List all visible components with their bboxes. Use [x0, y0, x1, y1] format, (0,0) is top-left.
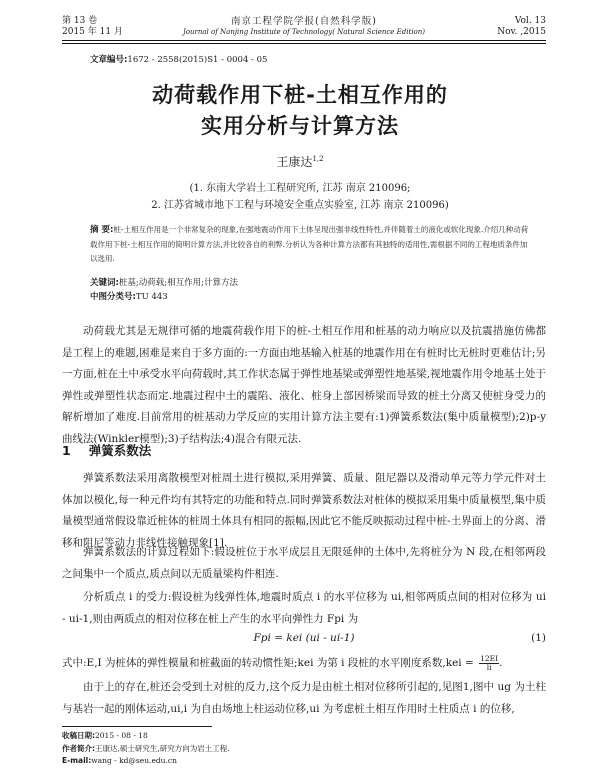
received-value: 2015 - 08 - 18 — [95, 731, 148, 740]
section-number: 1 — [62, 443, 71, 458]
volume-info-en — [497, 16, 546, 38]
abstract — [90, 223, 530, 267]
footnote-rule — [62, 726, 212, 727]
bio-value: 王康达,硕士研究生,研究方向为岩土工程. — [95, 743, 230, 753]
volume-number-en: Vol. 13 — [514, 16, 546, 26]
equation-1-explanation — [62, 653, 546, 675]
classification — [90, 291, 530, 305]
author-name: 王康达 — [276, 155, 313, 169]
classification-label: 中图分类号: — [90, 292, 136, 302]
fraction-numerator: 12EI — [480, 653, 499, 663]
classification-value: TU 443 — [135, 292, 168, 302]
fraction-denominator: li — [486, 662, 492, 672]
email-value: wang - kd@seu.edu.cn — [91, 756, 177, 765]
article-id — [90, 53, 267, 65]
volume-number: 第 13 卷 — [62, 16, 98, 26]
received-date — [62, 730, 546, 743]
page-header — [62, 16, 546, 38]
keywords — [90, 277, 530, 291]
section-heading-1 — [62, 441, 151, 459]
intro-paragraph: 动荷载尤其是无规律可循的地震荷载作用下的桩-土相互作用和桩基的动力响应以及抗震措施仿佛都是工程上的难题,困难是来自于多方面的:一方面由地基输入桩基的地震作用在有桩时比无桩时更难估计;另一方面,桩在土中承受水平向荷载时,其工作状态属于弹性地基梁或弹塑性地基梁,视地震作用令地基土处于弹性或弹塑性状态而定.地震过程中土的震陷、液化、桩身上部因桥梁而导致的桩土分离又使桩身受力的解析增加了难度.目前常用的桩基动力学反应的实用计算方法主要有:1)弹簧系数法(集中质量模型);2)p-y曲线法(Winkler模型);3)子结构法;4)混合有限元法. — [62, 325, 546, 445]
body-paragraph-4: 分析质点 i 的受力:假设桩为线弹性体,地震时质点 i 的水平位移为 ui,相邻两质点间的相对位移为 ui - ui-1,则由两质点的相对位移在桩上产生的水平向弹性力 Fpi 为 — [62, 591, 546, 625]
issue-date-en: Nov. ,2015 — [497, 27, 546, 37]
keywords-value: 桩基;动荷载;相互作用;计算方法 — [118, 278, 238, 288]
header-rule-bottom — [62, 43, 546, 44]
journal-name-cn: 南京工程学院学报(自然科学版) — [231, 16, 377, 27]
equation-1 — [62, 632, 546, 650]
author-email — [62, 755, 546, 768]
article-id-label: 文章编号: — [90, 55, 128, 65]
explanation-text: 式中:E,I 为桩体的弹性模量和桩截面的转动惯性矩;kei 为第 i 段桩的水平刚度系数,kei = — [62, 657, 474, 669]
received-label: 收稿日期: — [62, 731, 95, 740]
footnote — [62, 730, 546, 768]
article-id-value: 1672 - 2558(2015)S1 - 0004 - 05 — [127, 55, 268, 65]
paper-title-line2: 实用分析与计算方法 — [201, 114, 399, 138]
section-title: 弹簧系数法 — [88, 443, 152, 458]
affiliation-1: (1. 东南大学岩土工程研究所, 江苏 南京 210096; — [189, 183, 411, 194]
journal-name — [62, 16, 546, 38]
equation-1-expression: Fpi = kei (ui - ui-1) — [253, 632, 355, 644]
author-affil-marker: 1,2 — [312, 155, 324, 163]
bio-label: 作者简介: — [62, 743, 95, 753]
author-bio — [62, 743, 546, 756]
paper-title-line1: 动荷载作用下桩-土相互作用的 — [152, 83, 448, 107]
body-paragraph-3: 弹簧系数法的计算过程如下:假设桩位于水平成层且无限延伸的土体中,先将桩分为 N 段,在相邻两段之间集中一个质点,质点间以无质量梁构件相连. — [62, 546, 546, 580]
keywords-label: 关键词: — [90, 278, 119, 288]
explanation-end: . — [499, 657, 503, 669]
equation-1-number: (1) — [531, 632, 546, 644]
header-rule-top — [62, 40, 546, 41]
abstract-text: 桩-土相互作用是一个非常复杂的现象,在强地震动作用下土体呈现出强非线性特性,并伴随着土的液化或软化现象.介绍几种动荷载作用下桩-土相互作用的简明计算方法,并比较各自的利弊.分析认为各种计算方法都有其独特的适用性,需根据不同的工程地质条件加以选用. — [90, 225, 529, 263]
journal-name-en: Journal of Nanjing Institute of Technology( Natural Science Edition) — [182, 28, 426, 36]
stiffness-fraction — [479, 655, 499, 672]
email-label: E-mail: — [62, 756, 92, 765]
abstract-label: 摘 要: — [90, 225, 114, 235]
author — [0, 153, 600, 170]
body-paragraph-2: 弹簧系数法采用离散模型对桩周土进行模拟,采用弹簧、质量、阻尼器以及滑动单元等力学元件对土体加以模化,每一种元件均有其特定的功能和特点.同时弹簧系数法对桩体的模拟采用集中质量模型,集中质量模型通常假设靠近桩体的桩周土体具有相同的振幅,因此它不能反映振动过程中桩-土界面上的分离、滑移和阻尼等动力非线性接触现象[1]. — [62, 472, 546, 549]
affiliation-2: 2. 江苏省城市地下工程与环境安全重点实验室, 江苏 南京 210096) — [151, 200, 449, 211]
body-paragraph-6: 由于上的存在,桩还会受到土对桩的反力,这个反力是由桩土相对位移所引起的,见图1,图中 ug 为土柱与基岩一起的刚体运动,ui,i 为自由场地上柱运动位移,ui 为考虑桩土相互作用时土柱质点 i 的位移, — [62, 681, 546, 715]
issue-date: 2015 年 11 月 — [62, 27, 123, 37]
paper-title — [0, 80, 600, 142]
